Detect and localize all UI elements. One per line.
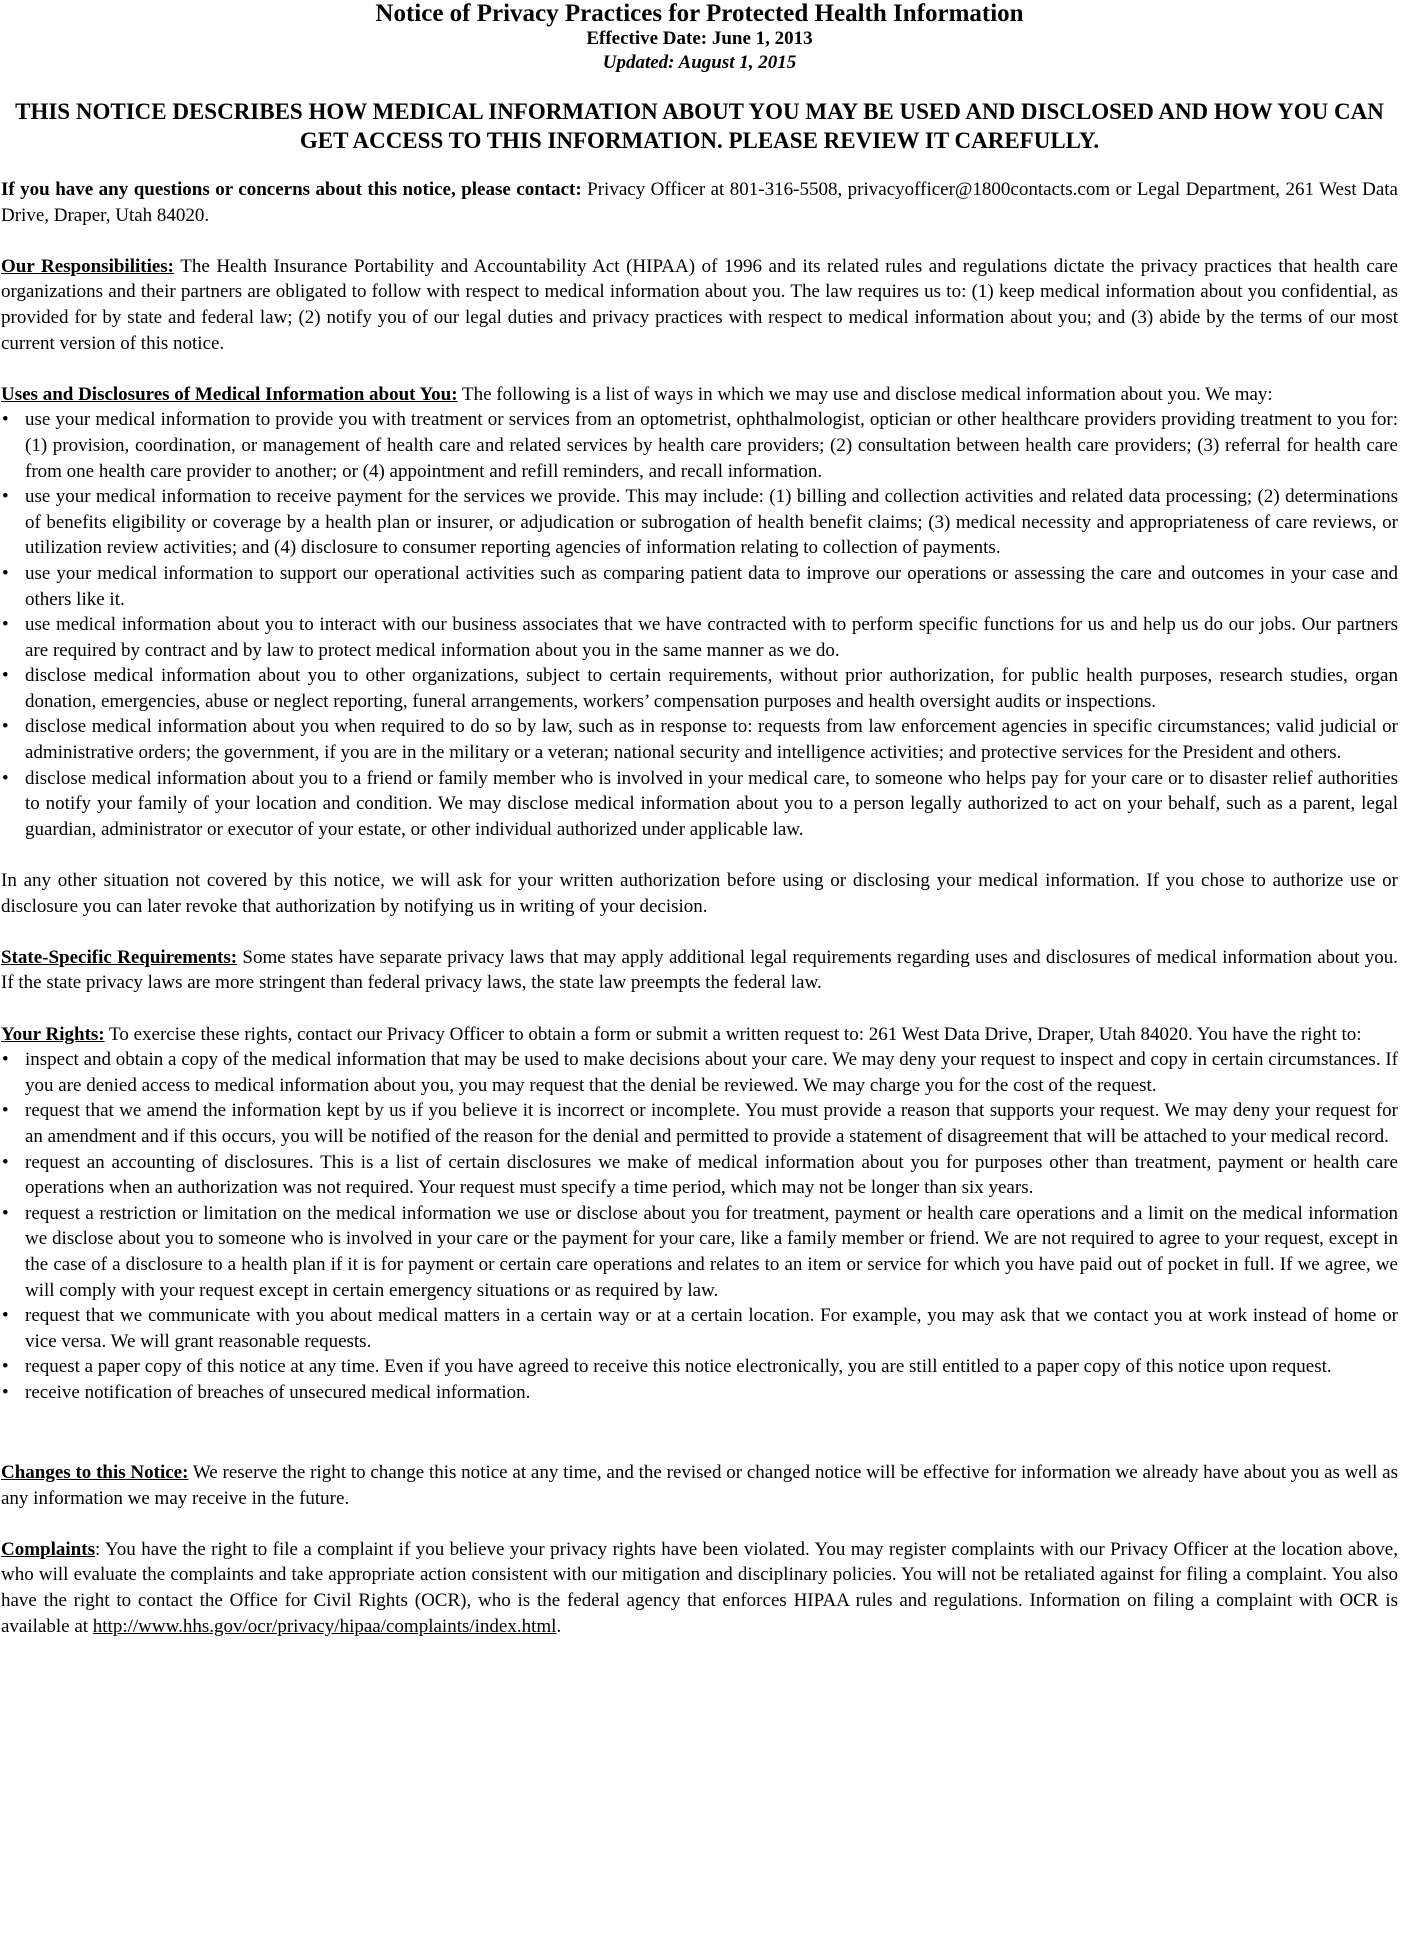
contact-text: Privacy Officer at 801-316-5508, privacyofficer@1800contacts.com or Legal Department, 261 West Data Drive, Draper, Utah 84020. — [1, 179, 1398, 226]
list-item: • use your medical information to receive payment for the services we provide. This may include: (1) billing and collection activities and related data processing; (2) determinations of benefits eligibility or coverage by a health plan or insurer, or adjudication or subrogation of health benefit claims; (3) medical necessity and appropriateness of care reviews, or utilization review activities; and (4) disclosure to consumer reporting agencies of information relating to collection of payments. — [1, 484, 1398, 561]
list-item: • request a paper copy of this notice at any time. Even if you have agreed to receive this notice electronically, you are still entitled to a paper copy of this notice upon request. — [1, 1354, 1398, 1380]
list-item: • request a restriction or limitation on the medical information we use or disclose about you for treatment, payment or health care operations and a limit on the medical information we disclose about you to someone who is involved in your care or the payment for your care, like a family member or friend. We are not required to agree to your request, except in the case of a disclosure to a health plan if it is for payment or certain care operations and relates to an item or service for which you have paid out of pocket in full. If we agree, we will comply with your request except in certain emergency situations or as required by law. — [1, 1201, 1398, 1303]
uses-list — [1, 407, 1398, 842]
list-item: • receive notification of breaches of unsecured medical information. — [1, 1380, 1398, 1406]
contact-section — [1, 177, 1398, 228]
list-item: • use your medical information to support our operational activities such as comparing patient data to improve our operations or assessing the care and outcomes in your case and others like it. — [1, 561, 1398, 612]
changes-label: Changes to this Notice: — [1, 1462, 189, 1484]
list-item: • use medical information about you to interact with our business associates that we have contracted with to perform specific functions for us and help us do our jobs. Our partners are required by contract and by law to protect medical information about you in the same manner as we do. — [1, 612, 1398, 663]
changes-text: We reserve the right to change this notice at any time, and the revised or changed notice will be effective for information we already have about you as well as any information we may receive in the future. — [1, 1462, 1398, 1509]
contact-label: If you have any questions or concerns about this notice, please contact: — [1, 179, 582, 200]
complaints-text: You have the right to file a complaint if you believe your privacy rights have been violated. You may register complaints with our Privacy Officer at the location above, who will evaluate the complaints and take appropriate action consistent with our mitigation and disciplinary policies. You will not be retaliated against for filing a complaint. You also have the right to contact the Office for Civil Rights (OCR), who is the federal agency that enforces HIPAA rules and regulations. Information on filing a complaint with OCR is available at — [1, 1538, 1398, 1637]
uses-text: The following is a list of ways in which we may use and disclose medical information about you. We may: — [457, 383, 1273, 405]
page-title: Notice of Privacy Practices for Protected Health Information — [375, 0, 1024, 27]
section-spacer — [1, 1406, 1398, 1435]
state-text: Some states have separate privacy laws that may apply additional legal requirements regarding uses and disclosures of medical information about you. If the state privacy laws are more stringent than federal privacy laws, the state law preempts the federal law. — [1, 946, 1398, 994]
changes-section — [1, 1460, 1398, 1511]
list-item: • disclose medical information about you when required to do so by law, such as in response to: requests from law enforcement agencies in specific circumstances; valid judicial or administrative orders; the government, if you are in the military or a veteran; national security and intelligence activities; and protective services for the President and others. — [1, 714, 1398, 765]
complaints-section — [1, 1537, 1398, 1639]
effective-date: Effective Date: June 1, 2013 — [586, 28, 813, 49]
responsibilities-label: Our Responsibilities: — [1, 255, 175, 277]
rights-section — [1, 1022, 1398, 1406]
ocr-complaints-link[interactable]: http://www.hhs.gov/ocr/privacy/hipaa/complaints/index.html — [92, 1615, 557, 1637]
other-situation-paragraph: In any other situation not covered by this notice, we will ask for your written authorization before using or disclosing your medical information. If you chose to authorize use or disclosure you can later revoke that authorization by notifying us in writing of your decision. — [1, 870, 1398, 917]
state-label: State-Specific Requirements: — [1, 946, 238, 968]
uses-intro — [1, 382, 1398, 408]
uses-label: Uses and Disclosures of Medical Information about You: — [1, 383, 458, 405]
list-item: • request an accounting of disclosures. This is a list of certain disclosures we make of medical information about you for purposes other than treatment, payment or health care operations when an authorization was not required. Your request must specify a time period, which may not be longer than six years. — [1, 1150, 1398, 1201]
rights-intro — [1, 1022, 1398, 1048]
list-item: • request that we communicate with you about medical matters in a certain way or at a certain location. For example, you may ask that we contact you at work instead of home or vice versa. We will grant reasonable requests. — [1, 1303, 1398, 1354]
uses-section — [1, 382, 1398, 843]
state-section — [1, 945, 1398, 996]
rights-label: Your Rights: — [1, 1023, 105, 1045]
responsibilities-section — [1, 254, 1398, 356]
rights-text: To exercise these rights, contact our Privacy Officer to obtain a form or submit a written request to: 261 West Data Drive, Draper, Utah 84020. You have the right to: — [104, 1023, 1362, 1045]
list-item: • disclose medical information about you to other organizations, subject to certain requirements, without prior authorization, for public health purposes, research studies, organ donation, emergencies, abuse or neglect reporting, funeral arrangements, workers’ compensation purposes and health oversight audits or inspections. — [1, 663, 1398, 714]
section-spacer — [1, 1435, 1398, 1461]
notice-heading: THIS NOTICE DESCRIBES HOW MEDICAL INFORMATION ABOUT YOU MAY BE USED AND DISCLOSED AND HOW YOU CAN GET ACCESS TO THIS INFORMATION. PLEASE REVIEW IT CAREFULLY. — [15, 99, 1384, 153]
list-item: • request that we amend the information kept by us if you believe it is incorrect or incomplete. You must provide a reason that supports your request. We may deny your request for an amendment and if this occurs, you will be notified of the reason for the denial and permitted to provide a statement of disagreement that will be attached to your medical record. — [1, 1098, 1398, 1149]
responsibilities-text: The Health Insurance Portability and Accountability Act (HIPAA) of 1996 and its related rules and regulations dictate the privacy practices that health care organizations and their partners are obligated to follow with respect to medical information about you. The law requires us to: (1) keep medical information about you confidential, as provided for by state and federal law; (2) notify you of our legal duties and privacy practices with respect to medical information about you; and (3) abide by the terms of our most current version of this notice. — [1, 255, 1398, 354]
list-item: • disclose medical information about you to a friend or family member who is involved in your medical care, to someone who helps pay for your care or to disaster relief authorities to notify your family of your location and condition. We may disclose medical information about you to a person legally authorized to act on your behalf, such as a parent, legal guardian, administrator or executor of your estate, or other individual authorized under applicable law. — [1, 766, 1398, 843]
list-item: • use your medical information to provide you with treatment or services from an optometrist, ophthalmologist, optician or other healthcare providers providing treatment to you for: (1) provision, coordination, or management of health care and related services by health care providers; (2) consultation between health care providers; (3) referral for health care from one health care provider to another; or (4) appointment and refill reminders, and recall information. — [1, 407, 1398, 484]
complaints-colon: : — [94, 1538, 101, 1560]
complaints-label: Complaints — [1, 1538, 95, 1560]
list-item: • inspect and obtain a copy of the medical information that may be used to make decisions about your care. We may deny your request to inspect and copy in certain circumstances. If you are denied access to medical information about you, you may request that the denial be reviewed. We may charge you for the cost of the request. — [1, 1047, 1398, 1098]
complaints-end: . — [556, 1615, 562, 1637]
updated-date: Updated: August 1, 2015 — [602, 52, 797, 73]
rights-list — [1, 1047, 1398, 1405]
